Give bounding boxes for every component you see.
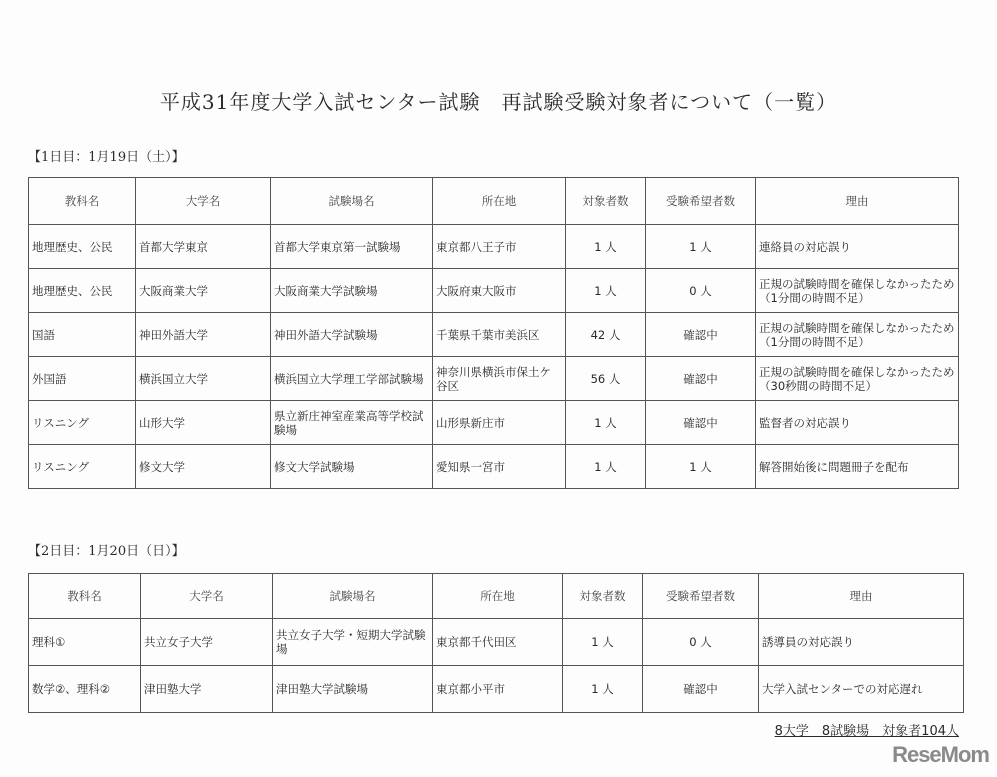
cell-reason: 正規の試験時間を確保しなかったため （1分間の時間不足）	[756, 313, 959, 357]
cell-subject: 外国語	[29, 357, 136, 401]
cell-reason: 連絡員の対応誤り	[756, 225, 959, 269]
cell-applicant-count: 確認中	[646, 313, 756, 357]
table-row	[29, 313, 959, 357]
cell-applicant-count: 確認中	[646, 357, 756, 401]
resemom-logo: ReseMom	[892, 742, 989, 767]
cell-applicant-count: 0 人	[646, 269, 756, 313]
header-reason: 理由	[756, 178, 959, 225]
cell-applicant-count: 1 人	[646, 225, 756, 269]
cell-university: 共立女子大学	[141, 619, 273, 666]
header-university: 大学名	[141, 574, 273, 619]
cell-location: 山形県新庄市	[433, 401, 566, 445]
table-row	[29, 666, 964, 713]
header-target-count: 対象者数	[563, 574, 643, 619]
cell-reason: 大学入試センターでの対応遅れ	[759, 666, 964, 713]
cell-location: 東京都小平市	[433, 666, 563, 713]
table-row	[29, 619, 964, 666]
cell-target-count: 1 人	[566, 445, 646, 489]
cell-subject: 地理歴史、公民	[29, 269, 136, 313]
header-applicant-count: 受験希望者数	[646, 178, 756, 225]
summary-total: 8大学 8試験場 対象者104人	[774, 724, 959, 739]
table-row	[29, 269, 959, 313]
cell-reason: 正規の試験時間を確保しなかったため （30秒間の時間不足）	[756, 357, 959, 401]
cell-subject: 国語	[29, 313, 136, 357]
cell-subject: 地理歴史、公民	[29, 225, 136, 269]
cell-reason: 正規の試験時間を確保しなかったため （1分間の時間不足）	[756, 269, 959, 313]
cell-location: 大阪府東大阪市	[433, 269, 566, 313]
cell-venue: 県立新庄神室産業高等学校試験場	[271, 401, 433, 445]
cell-applicant-count: 確認中	[643, 666, 759, 713]
cell-venue: 大阪商業大学試験場	[271, 269, 433, 313]
cell-university: 神田外語大学	[136, 313, 271, 357]
cell-subject: 理科①	[29, 619, 141, 666]
table-row	[29, 225, 959, 269]
cell-location: 愛知県一宮市	[433, 445, 566, 489]
day1-rows	[29, 225, 959, 489]
cell-venue: 横浜国立大学理工学部試験場	[271, 357, 433, 401]
cell-university: 修文大学	[136, 445, 271, 489]
header-row	[29, 178, 959, 225]
table-row	[29, 357, 959, 401]
cell-target-count: 42 人	[566, 313, 646, 357]
cell-location: 東京都千代田区	[433, 619, 563, 666]
header-venue: 試験場名	[273, 574, 433, 619]
cell-target-count: 1 人	[563, 619, 643, 666]
header-row	[29, 574, 964, 619]
document-title: 平成31年度大学入試センター試験 再試験受験対象者について（一覧）	[159, 90, 838, 114]
cell-reason: 監督者の対応誤り	[756, 401, 959, 445]
header-location: 所在地	[433, 178, 566, 225]
cell-venue: 神田外語大学試験場	[271, 313, 433, 357]
header-location: 所在地	[433, 574, 563, 619]
day2-table	[28, 573, 964, 713]
cell-university: 横浜国立大学	[136, 357, 271, 401]
cell-applicant-count: 0 人	[643, 619, 759, 666]
cell-target-count: 1 人	[566, 269, 646, 313]
cell-venue: 共立女子大学・短期大学試験場	[273, 619, 433, 666]
cell-subject: リスニング	[29, 445, 136, 489]
day2-rows	[29, 619, 964, 713]
table-row	[29, 445, 959, 489]
header-target-count: 対象者数	[566, 178, 646, 225]
cell-university: 津田塾大学	[141, 666, 273, 713]
cell-venue: 修文大学試験場	[271, 445, 433, 489]
header-reason: 理由	[759, 574, 964, 619]
header-subject: 教科名	[29, 178, 136, 225]
cell-target-count: 1 人	[563, 666, 643, 713]
cell-target-count: 1 人	[566, 225, 646, 269]
header-subject: 教科名	[29, 574, 141, 619]
cell-university: 大阪商業大学	[136, 269, 271, 313]
cell-subject: 数学②、理科②	[29, 666, 141, 713]
cell-university: 山形大学	[136, 401, 271, 445]
cell-venue: 津田塾大学試験場	[273, 666, 433, 713]
day2-label: 【2日目：1月20日（日）】	[28, 544, 185, 559]
cell-applicant-count: 1 人	[646, 445, 756, 489]
cell-location: 神奈川県横浜市保土ケ谷区	[433, 357, 566, 401]
cell-location: 千葉県千葉市美浜区	[433, 313, 566, 357]
day1-table	[28, 177, 959, 489]
table-row	[29, 401, 959, 445]
cell-venue: 首都大学東京第一試験場	[271, 225, 433, 269]
header-university: 大学名	[136, 178, 271, 225]
header-venue: 試験場名	[271, 178, 433, 225]
cell-university: 首都大学東京	[136, 225, 271, 269]
header-applicant-count: 受験希望者数	[643, 574, 759, 619]
day1-label: 【1日目：1月19日（土）】	[28, 150, 185, 165]
cell-target-count: 1 人	[566, 401, 646, 445]
cell-subject: リスニング	[29, 401, 136, 445]
cell-applicant-count: 確認中	[646, 401, 756, 445]
cell-location: 東京都八王子市	[433, 225, 566, 269]
cell-reason: 誘導員の対応誤り	[759, 619, 964, 666]
cell-target-count: 56 人	[566, 357, 646, 401]
cell-reason: 解答開始後に問題冊子を配布	[756, 445, 959, 489]
